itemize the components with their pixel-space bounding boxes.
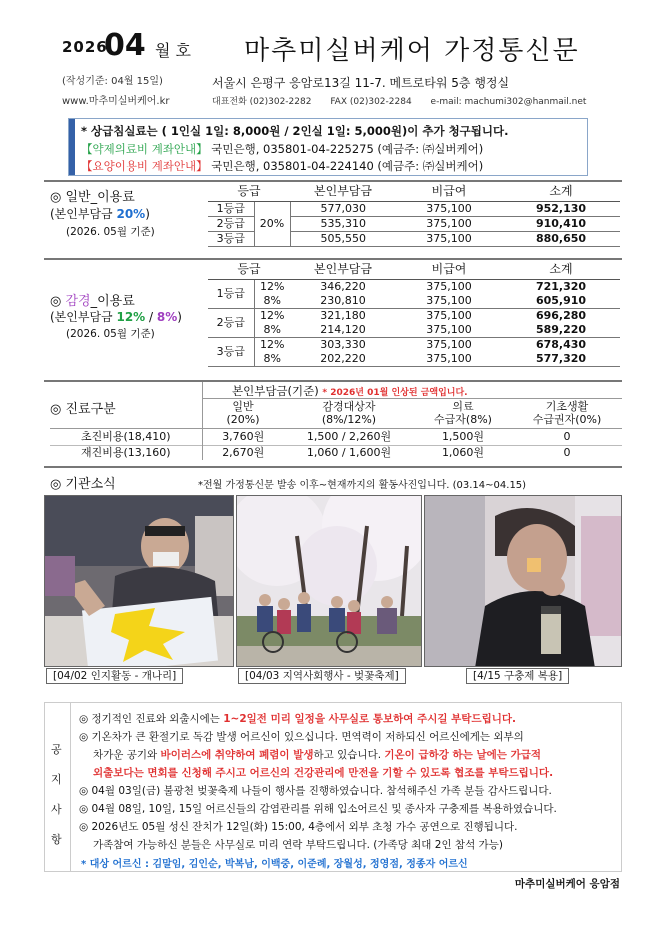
table-row [50, 445, 622, 460]
notice-item: ◎ 2026년도 05월 성신 잔치가 12일(화) 15:00, 4층에서 외부 초청 가수 공연으로 진행됩니다. [79, 821, 518, 833]
general-fee-date: (2026. 05월 기준) [66, 226, 155, 238]
clinic-col4: 기초생활 [545, 400, 589, 413]
reduced-fee-table [208, 260, 620, 367]
notices-side-label [45, 703, 71, 871]
side-char: 사 [51, 803, 62, 816]
reduced-fee-subtitle [50, 308, 182, 325]
grade-cell: 2등급 [208, 216, 254, 231]
non-cell: 375,100 [426, 337, 472, 351]
clinic-cell: 0 [563, 445, 571, 459]
general-fee-table [208, 182, 620, 247]
general-sub-pct: 20% [116, 207, 146, 221]
sum-cell: 952,130 [502, 201, 620, 216]
reduced-sub-prefix: (본인부담금 [50, 310, 117, 324]
self-cell: 346,220 [320, 279, 366, 293]
reduced-fee-title [50, 290, 135, 309]
grade-cell: 2등급 [208, 308, 254, 337]
non-cell: 375,100 [426, 308, 472, 322]
clinic-col2b: (8%/12%) [321, 413, 377, 426]
news-title: ◎ 기관소식 [50, 477, 116, 492]
clinic-cell: 3,760원 [222, 430, 265, 444]
self-cell: 202,220 [290, 352, 396, 367]
self-cell: 577,030 [290, 201, 396, 216]
sum-cell: 721,320 [535, 279, 587, 293]
non-cell: 375,100 [426, 279, 472, 293]
care-account-label: 【요양이용비 계좌안내】 [81, 159, 208, 173]
grade-cell: 3등급 [208, 337, 254, 366]
issue-suffix: 월 호 [155, 41, 191, 60]
self-cell: 214,120 [290, 323, 396, 338]
reduced-fee-date: (2026. 05월 기준) [66, 328, 155, 340]
self-cell: 505,550 [290, 231, 396, 246]
phone: 대표전화 (02)302-2282 [212, 97, 312, 107]
divider [50, 428, 622, 429]
clinic-top-header [232, 383, 468, 399]
reduced-title-suffix: _이용료 [90, 294, 135, 309]
table-row [208, 308, 620, 323]
notice-highlight: 1~2일전 미리 일정을 사무실로 통보하여 주시길 부탁드립니다. [223, 713, 516, 725]
self-cell: 321,180 [320, 308, 366, 322]
clinic-col3b: 수급자(8%) [434, 413, 492, 426]
reduced-sub-suffix: ) [177, 310, 182, 324]
photo-cherry-blossom-festival-image [237, 496, 422, 667]
rate-cell: 8% [254, 352, 290, 367]
care-account-text: 국민은행, 035801-04-224140 (예금주: ㈜실버케어) [211, 159, 484, 173]
contact-line [212, 94, 602, 107]
table-row [208, 337, 620, 352]
rate-cell: 12% [260, 279, 285, 293]
side-char: 항 [51, 833, 62, 846]
table-row [208, 323, 620, 338]
photo-forsythia-craft-image [45, 496, 234, 667]
notice-accent-bar [69, 119, 75, 175]
clinic-cell: 1,500 / 2,260원 [306, 430, 392, 444]
photo-deworming-medicine [424, 495, 622, 667]
clinic-col1b: (20%) [226, 413, 260, 426]
address: 서울시 은평구 응암로13길 11-7. 메트로타워 5층 행정실 [212, 76, 510, 90]
notice-text: 차가운 공기와 [93, 749, 161, 761]
col-sum: 소계 [502, 182, 620, 201]
photo-deworming-medicine-image [425, 496, 622, 667]
sum-cell: 696,280 [535, 308, 587, 322]
clinic-cell: 2,670원 [222, 445, 265, 459]
col-non: 비급여 [396, 182, 502, 201]
col-self: 본인부담금 [290, 260, 396, 279]
rate-cell: 8% [254, 294, 290, 309]
clinic-col3: 의료 [452, 400, 474, 413]
table-row [208, 279, 620, 294]
clinic-col1: 일반 [232, 400, 254, 413]
table-row [208, 294, 620, 309]
rate-cell: 8% [254, 323, 290, 338]
photo-cherry-blossom-festival [236, 495, 422, 667]
non-cell: 375,100 [396, 352, 502, 367]
sum-cell: 678,430 [535, 337, 587, 351]
fax: FAX (02)302-2284 [330, 97, 412, 107]
non-cell: 375,100 [396, 231, 502, 246]
col-self: 본인부담금 [290, 182, 396, 201]
reduced-title-highlight: 감경 [65, 294, 91, 309]
rate-cell: 12% [260, 337, 285, 351]
issue-year: 2026 [62, 38, 108, 56]
photo-caption: [4/15 구충제 복용] [466, 668, 569, 684]
photo-caption: [04/02 인지활동 - 개나리] [46, 668, 183, 684]
clinic-top-header-text: 본인부담금(기준) [232, 384, 319, 398]
table-row [208, 201, 620, 216]
notice-item: 외출보다는 면회를 신청해 주시고 어르신의 건강관리에 만전을 기할 수 있도록 협조를 부탁드립니다. [93, 767, 554, 779]
non-cell: 375,100 [396, 201, 502, 216]
non-cell: 375,100 [396, 323, 502, 338]
grade-cell: 3등급 [208, 231, 254, 246]
pharmacy-account-text: 국민은행, 035801-04-225275 (예금주: ㈜실버케어) [211, 142, 484, 156]
general-sub-suffix: ) [145, 207, 150, 221]
clinic-row-label: 재진비용(13,160) [50, 445, 202, 460]
notice-item [93, 747, 541, 762]
reduced-sub-pct1: 12% [116, 310, 146, 324]
website: www.마추미실버케어.kr [62, 96, 170, 107]
general-fee-subtitle [50, 205, 150, 222]
clinic-title: ◎ 진료구분 [50, 402, 116, 417]
col-sum: 소계 [502, 260, 620, 279]
col-grade: 등급 [208, 260, 290, 279]
clinic-cell: 0 [563, 430, 571, 444]
non-cell: 375,100 [396, 216, 502, 231]
notices-box [44, 702, 622, 872]
notice-target-list: * 대상 어르신 : 김말임, 김인순, 박복남, 이백중, 이준례, 장월성, 정영점, 정종자 어르신 [81, 859, 468, 870]
photo-caption: [04/03 지역사회행사 - 벚꽃축제] [238, 668, 406, 684]
side-char: 공 [51, 743, 62, 756]
pharmacy-account-label: 【약제의료비 계좌안내】 [81, 142, 208, 156]
general-fee-title: ◎ 일반_이용료 [50, 190, 135, 205]
reduced-title-prefix: ◎ [50, 294, 66, 309]
notice-highlight: 기온이 급하강 하는 날에는 가급적 [384, 749, 542, 761]
self-cell: 535,310 [290, 216, 396, 231]
col-grade: 등급 [208, 182, 290, 201]
news-note: *전월 가정통신문 발송 이후~현재까지의 활동사진입니다. (03.14~04.15) [198, 480, 527, 491]
divider [202, 398, 622, 399]
fee-notice-box [68, 118, 588, 176]
pharmacy-account [81, 141, 483, 157]
sum-cell: 605,910 [502, 294, 620, 309]
notice-text: 하고 있습니다. [313, 749, 385, 761]
reduced-sub-pct2: 8% [156, 310, 178, 324]
date-note: (작성기준: 04월 15일) [62, 76, 163, 87]
clinic-cell: 1,060원 [441, 445, 485, 459]
col-non: 비급여 [396, 260, 502, 279]
email: e-mail: machumi302@hanmail.net [430, 97, 587, 107]
notice-text: ◎ 정기적인 진료와 외출시에는 [79, 713, 224, 725]
room-fee-notice: * 상급침실료는 ( 1인실 1일: 8,000원 / 2인실 1일: 5,000원)이 추가 청구됩니다. [81, 124, 509, 138]
clinic-table [50, 430, 622, 460]
table-row [50, 430, 622, 445]
issue-month: 04 [104, 28, 146, 63]
clinic-col2: 감경대상자 [322, 400, 376, 413]
footer-branch: 마추미실버케어 응암점 [514, 878, 620, 890]
self-cell: 303,330 [320, 337, 366, 351]
side-char: 지 [51, 773, 62, 786]
clinic-col4b: 수급권자(0%) [532, 413, 602, 426]
notice-item: 가족참여 가능하신 분들은 사무실로 미리 연락 부탁드립니다. (가족당 최대 2인 참석 가능) [93, 839, 503, 851]
rate-cell: 20% [254, 201, 290, 246]
table-row [208, 352, 620, 367]
rate-cell: 12% [260, 308, 285, 322]
non-cell: 375,100 [396, 294, 502, 309]
clinic-cell: 1,500원 [441, 430, 485, 444]
divider [44, 466, 622, 468]
sum-cell: 880,650 [502, 231, 620, 246]
notice-item: ◎ 04월 03일(금) 불광천 벚꽃축제 나들이 행사를 진행하였습니다. 참석해주신 가족 분들 감사드립니다. [79, 785, 552, 797]
sum-cell: 577,320 [502, 352, 620, 367]
photo-forsythia-craft [44, 495, 234, 667]
self-cell: 230,810 [290, 294, 396, 309]
grade-cell: 1등급 [208, 279, 254, 308]
clinic-row-label: 초진비용(18,410) [50, 430, 202, 445]
reduced-sub-sep: / [145, 310, 157, 324]
divider [44, 380, 622, 382]
notice-item [79, 711, 516, 726]
grade-cell: 1등급 [208, 201, 254, 216]
notice-item: ◎ 기온차가 큰 환절기로 독감 발생 어르신이 있으십니다. 면역력이 저하되신 어르신에게는 외부의 [79, 731, 524, 743]
clinic-cell: 1,060 / 1,600원 [306, 445, 392, 459]
sum-cell: 589,220 [502, 323, 620, 338]
general-sub-prefix: (본인부담금 [50, 207, 117, 221]
care-account [81, 158, 483, 174]
sum-cell: 910,410 [502, 216, 620, 231]
notice-item: ◎ 04월 08일, 10일, 15일 어르신들의 감염관리를 위해 입소어르신 및 종사자 구충제를 복용하였습니다. [79, 803, 557, 815]
clinic-top-note: * 2026년 01월 인상된 금액입니다. [322, 388, 468, 398]
notice-highlight: 바이러스에 취약하여 폐렴이 발생 [160, 749, 314, 761]
newsletter-title: 마추미실버케어 가정통신문 [244, 36, 580, 66]
